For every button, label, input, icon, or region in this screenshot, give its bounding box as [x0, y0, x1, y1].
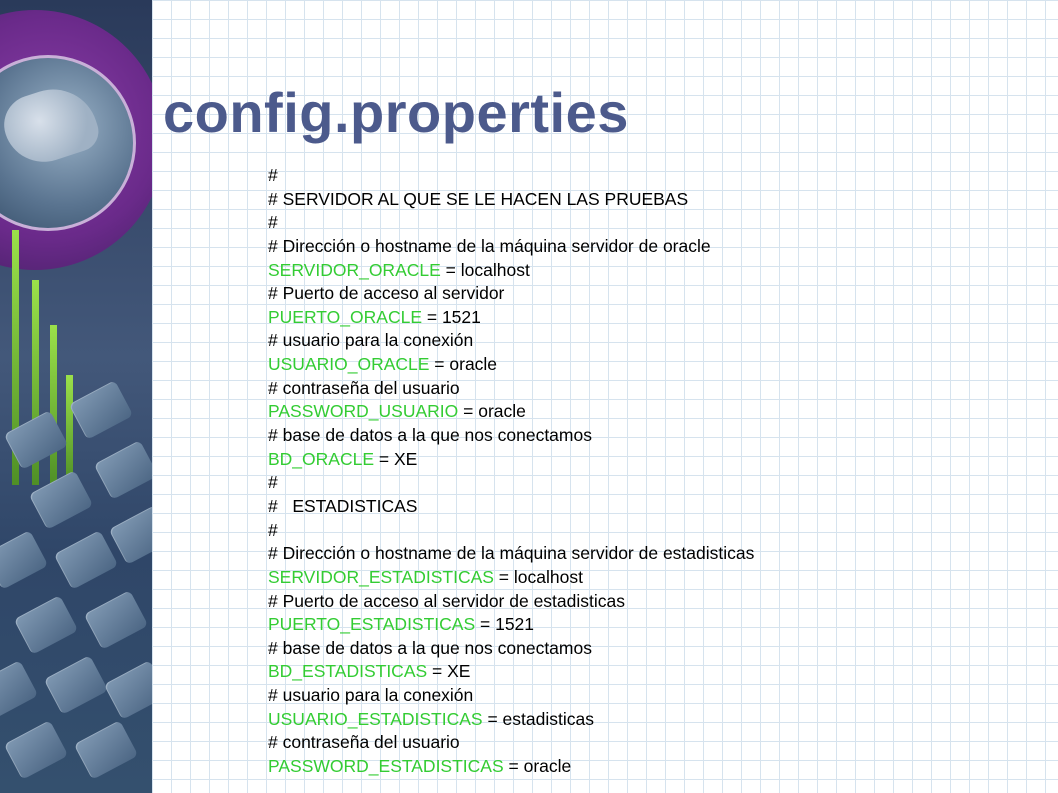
property-line: [268, 755, 754, 779]
property-key: USUARIO_ORACLE: [268, 354, 430, 375]
property-value: = oracle: [429, 354, 498, 375]
property-key: SERVIDOR_ESTADISTICAS: [268, 566, 494, 587]
comment-line: # base de datos a la que nos conectamos: [268, 637, 592, 658]
property-line: [268, 660, 754, 684]
keyboard-keys-decoration: [0, 400, 152, 793]
comment-line: # Dirección o hostname de la máquina servidor de oracle: [268, 235, 711, 256]
comment-line: # contraseña del usuario: [268, 377, 460, 398]
property-key: USUARIO_ESTADISTICAS: [268, 708, 483, 729]
property-line: [268, 448, 754, 472]
property-key: PASSWORD_ESTADISTICAS: [268, 756, 504, 777]
property-line: [268, 613, 754, 637]
comment-line: #: [268, 519, 278, 540]
property-key: PUERTO_ESTADISTICAS: [268, 614, 476, 635]
properties-file-content: [268, 164, 754, 779]
decorative-sidebar-image: [0, 0, 152, 793]
property-line: [268, 566, 754, 590]
comment-line: # Puerto de acceso al servidor de estadisticas: [268, 590, 625, 611]
property-key: PASSWORD_USUARIO: [268, 401, 459, 422]
comment-line: #: [268, 472, 278, 493]
comment-line: # usuario para la conexión: [268, 330, 474, 351]
property-key: BD_ESTADISTICAS: [268, 661, 428, 682]
comment-line: #: [268, 212, 278, 233]
comment-line: # usuario para la conexión: [268, 685, 474, 706]
property-line: [268, 353, 754, 377]
comment-line: # contraseña del usuario: [268, 732, 460, 753]
property-line: [268, 306, 754, 330]
comment-line: # base de datos a la que nos conectamos: [268, 425, 592, 446]
property-key: SERVIDOR_ORACLE: [268, 259, 441, 280]
property-value: = XE: [427, 661, 471, 682]
comment-line: #: [268, 165, 278, 185]
property-line: [268, 400, 754, 424]
property-value: = localhost: [440, 259, 530, 280]
comment-line: # Puerto de acceso al servidor: [268, 283, 505, 304]
property-key: PUERTO_ORACLE: [268, 306, 422, 327]
property-value: = localhost: [493, 566, 583, 587]
property-value: = XE: [374, 448, 418, 469]
property-value: = estadisticas: [482, 708, 594, 729]
property-line: [268, 708, 754, 732]
comment-line: # ESTADISTICAS: [268, 495, 418, 516]
property-key: BD_ORACLE: [268, 448, 375, 469]
property-value: = 1521: [475, 614, 535, 635]
comment-line: # SERVIDOR AL QUE SE LE HACEN LAS PRUEBAS: [268, 188, 689, 209]
property-value: = oracle: [458, 401, 526, 422]
slide-title: config.properties: [163, 81, 629, 144]
property-line: [268, 259, 754, 283]
property-value: = 1521: [422, 306, 481, 327]
property-value: = oracle: [503, 756, 572, 777]
comment-line: # Dirección o hostname de la máquina servidor de estadisticas: [268, 543, 755, 564]
